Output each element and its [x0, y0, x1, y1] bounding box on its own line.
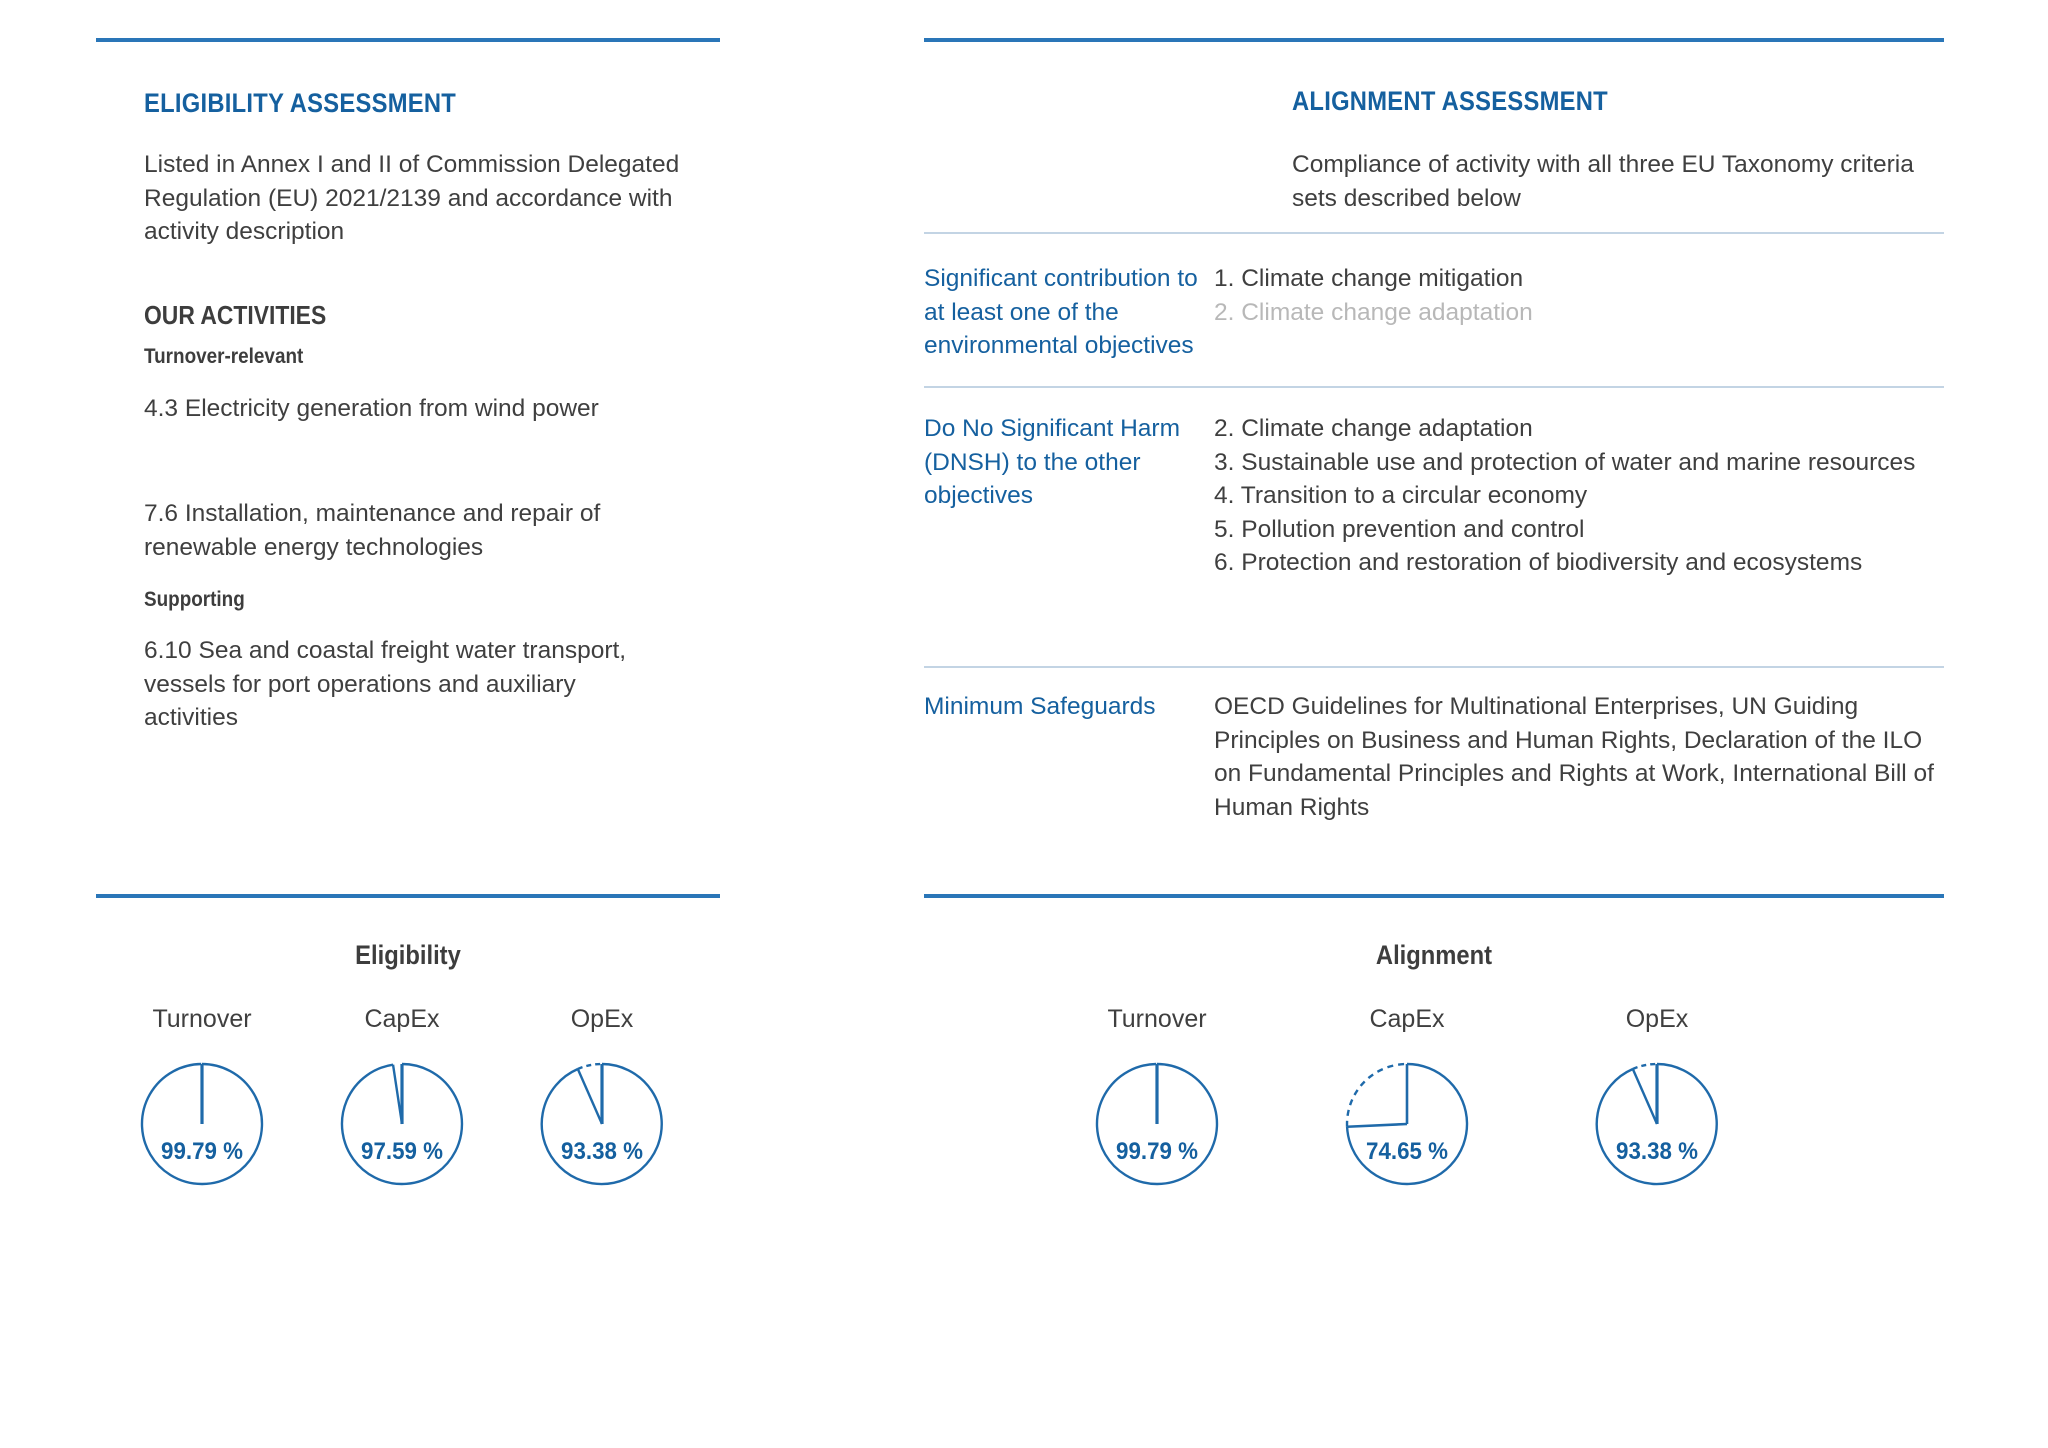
- right-top-divider: [924, 38, 1944, 42]
- criteria-row-minimum-safeguards: [924, 690, 1944, 824]
- pie-svg: [538, 1060, 666, 1188]
- activity-item: 4.3 Electricity generation from wind power: [144, 395, 599, 422]
- pie-svg: [338, 1060, 466, 1188]
- pie-svg: [138, 1060, 266, 1188]
- right-chart-divider: [924, 894, 1944, 898]
- pie-opex: [502, 1005, 702, 1193]
- left-chart-divider: [96, 894, 720, 898]
- criteria-values: [1214, 262, 1944, 363]
- criteria-value-item: 2. Climate change adaptation: [1214, 298, 1533, 326]
- pie-label: CapEx: [1369, 1005, 1445, 1033]
- pie-capex: [1282, 1005, 1532, 1193]
- group-label-supporting: Supporting: [144, 588, 245, 611]
- pie-turnover: [102, 1005, 302, 1193]
- criteria-divider-top: [924, 232, 1944, 234]
- pie-value: 97.59 %: [361, 1138, 443, 1165]
- alignment-chart-title: Alignment: [1375, 940, 1493, 970]
- pie-capex: [302, 1005, 502, 1193]
- activity-item: 7.6 Installation, maintenance and repair of renewable energy technologies: [144, 500, 601, 561]
- eligibility-intro: Listed in Annex I and II of Commission Delegated Regulation (EU) 2021/2139 and accordance with activity description: [144, 151, 680, 246]
- criteria-value-item: 2. Climate change adaptation: [1214, 415, 1533, 442]
- eligibility-heading: ELIGIBILITY ASSESSMENT: [144, 88, 457, 118]
- pie-label: OpEx: [570, 1005, 634, 1033]
- activity-item: 6.10 Sea and coastal freight water transport, vessels for port operations and auxiliary activities: [144, 637, 627, 732]
- criteria-label: Significant contribution to at least one of the environmental objectives: [924, 265, 1198, 360]
- eligibility-chart-title: Eligibility: [355, 940, 461, 970]
- criteria-row-significant-contribution: [924, 262, 1944, 363]
- eligibility-charts: [102, 1005, 726, 1193]
- alignment-heading: ALIGNMENT ASSESSMENT: [1292, 86, 1608, 116]
- alignment-charts: [1032, 1005, 1792, 1193]
- criteria-value-item: 6. Protection and restoration of biodiversity and ecosystems: [1214, 549, 1863, 577]
- criteria-value-item: 1. Climate change mitigation: [1214, 265, 1524, 292]
- alignment-intro: Compliance of activity with all three EU Taxonomy criteria sets described below: [1292, 151, 1914, 212]
- pie-label: OpEx: [1625, 1005, 1689, 1033]
- pie-value: 93.38 %: [1616, 1138, 1698, 1165]
- left-top-divider: [96, 38, 720, 42]
- pie-graphic: [1343, 1060, 1471, 1193]
- pie-value: 99.79 %: [161, 1138, 243, 1165]
- pie-svg: [1093, 1060, 1221, 1188]
- pie-opex: [1532, 1005, 1782, 1193]
- pie-label: CapEx: [364, 1005, 440, 1033]
- criteria-values: [1214, 690, 1944, 824]
- pie-graphic: [1093, 1060, 1221, 1193]
- criteria-values: [1214, 412, 1944, 580]
- pie-turnover: [1032, 1005, 1282, 1193]
- pie-graphic: [538, 1060, 666, 1193]
- criteria-value-item: 5. Pollution prevention and control: [1214, 515, 1585, 543]
- pie-value: 99.79 %: [1116, 1138, 1198, 1165]
- pie-graphic: [338, 1060, 466, 1193]
- group-label-turnover-relevant: Turnover-relevant: [144, 345, 304, 368]
- criteria-row-dnsh: [924, 412, 1944, 580]
- criteria-label: Minimum Safeguards: [924, 693, 1156, 720]
- our-activities-heading: OUR ACTIVITIES: [144, 300, 327, 330]
- pie-graphic: [138, 1060, 266, 1193]
- pie-value: 93.38 %: [561, 1138, 643, 1165]
- criteria-value-item: OECD Guidelines for Multinational Enterprises, UN Guiding Principles on Business and Human Rights, Declaration of the ILO on Fundamental Principles and Rights at Work, International Bill of Human Rights: [1214, 693, 1934, 821]
- criteria-label: Do No Significant Harm (DNSH) to the other objectives: [924, 415, 1180, 510]
- pie-label: Turnover: [152, 1005, 252, 1033]
- criteria-value-item: 3. Sustainable use and protection of water and marine resources: [1214, 448, 1916, 476]
- pie-graphic: [1593, 1060, 1721, 1193]
- pie-svg: [1593, 1060, 1721, 1188]
- pie-svg: [1343, 1060, 1471, 1188]
- pie-value: 74.65 %: [1366, 1138, 1448, 1165]
- pie-label: Turnover: [1107, 1005, 1207, 1033]
- criteria-divider-mid-2: [924, 666, 1944, 668]
- criteria-value-item: 4. Transition to a circular economy: [1214, 482, 1588, 510]
- criteria-divider-mid-1: [924, 386, 1944, 388]
